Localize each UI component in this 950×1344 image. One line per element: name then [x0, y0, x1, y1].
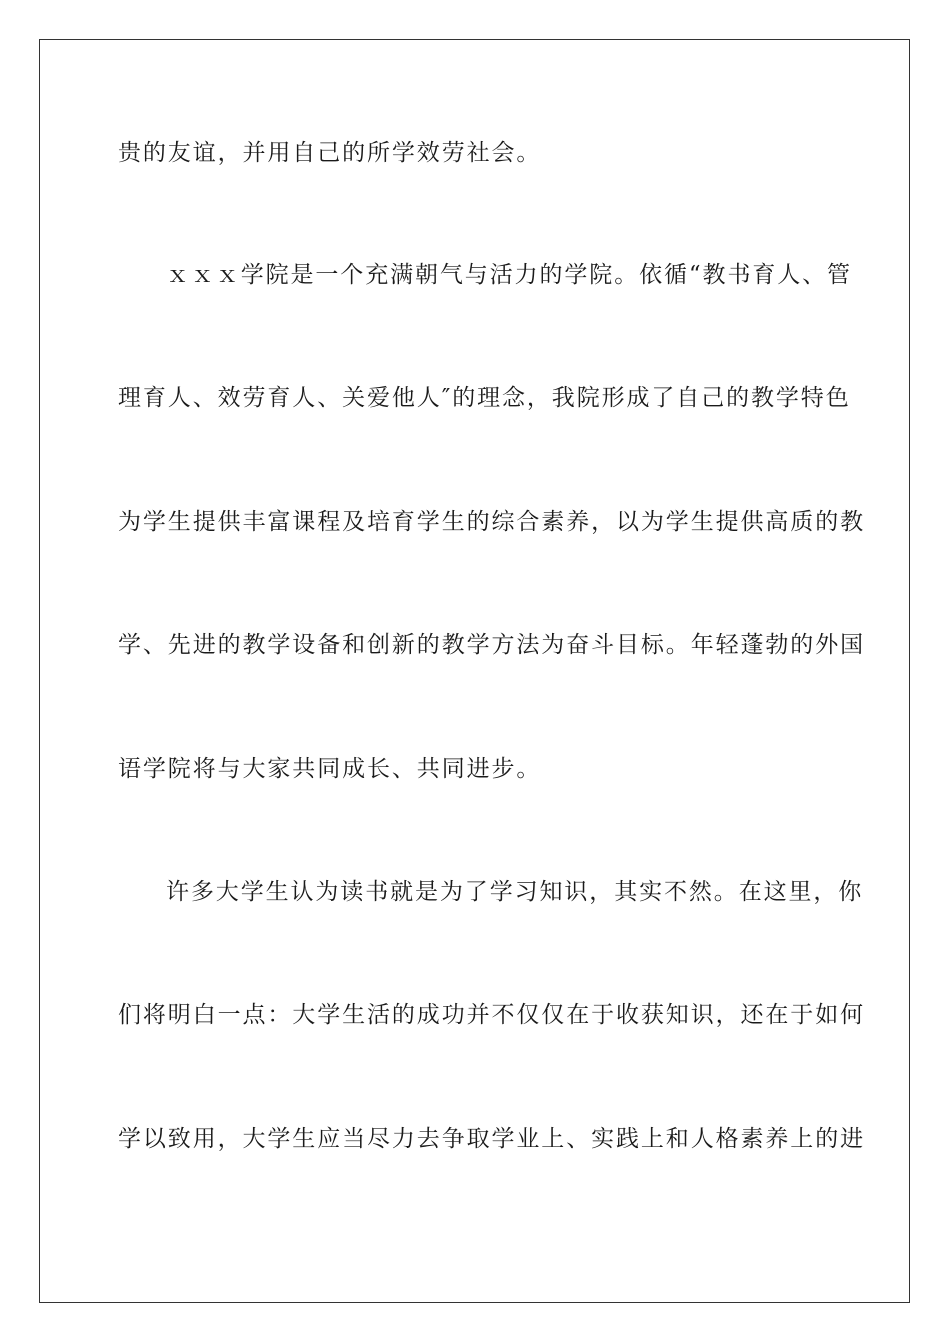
text-line: 为学生提供丰富课程及培育学生的综合素养，以为学生提供高质的教	[118, 509, 865, 535]
text-line: 们将明白一点：大学生活的成功并不仅仅在于收获知识，还在于如何	[118, 1002, 865, 1028]
text-line: 学、先进的教学设备和创新的教学方法为奋斗目标。年轻蓬勃的外国	[118, 632, 865, 658]
text-line: 学以致用，大学生应当尽力去争取学业上、实践上和人格素养上的进	[118, 1126, 865, 1152]
paragraph-start-line: ｘｘｘ学院是一个充满朝气与活力的学院。依循“教书育人、管	[166, 262, 852, 288]
text-line: 语学院将与大家共同成长、共同进步。	[118, 756, 542, 782]
page-border	[39, 39, 910, 1303]
text-line: 贵的友谊，并用自己的所学效劳社会。	[118, 140, 542, 166]
text-line: 理育人、效劳育人、关爱他人″的理念，我院形成了自己的教学特色	[118, 385, 851, 411]
paragraph-start-line: 许多大学生认为读书就是为了学习知识，其实不然。在这里，你	[166, 879, 864, 905]
